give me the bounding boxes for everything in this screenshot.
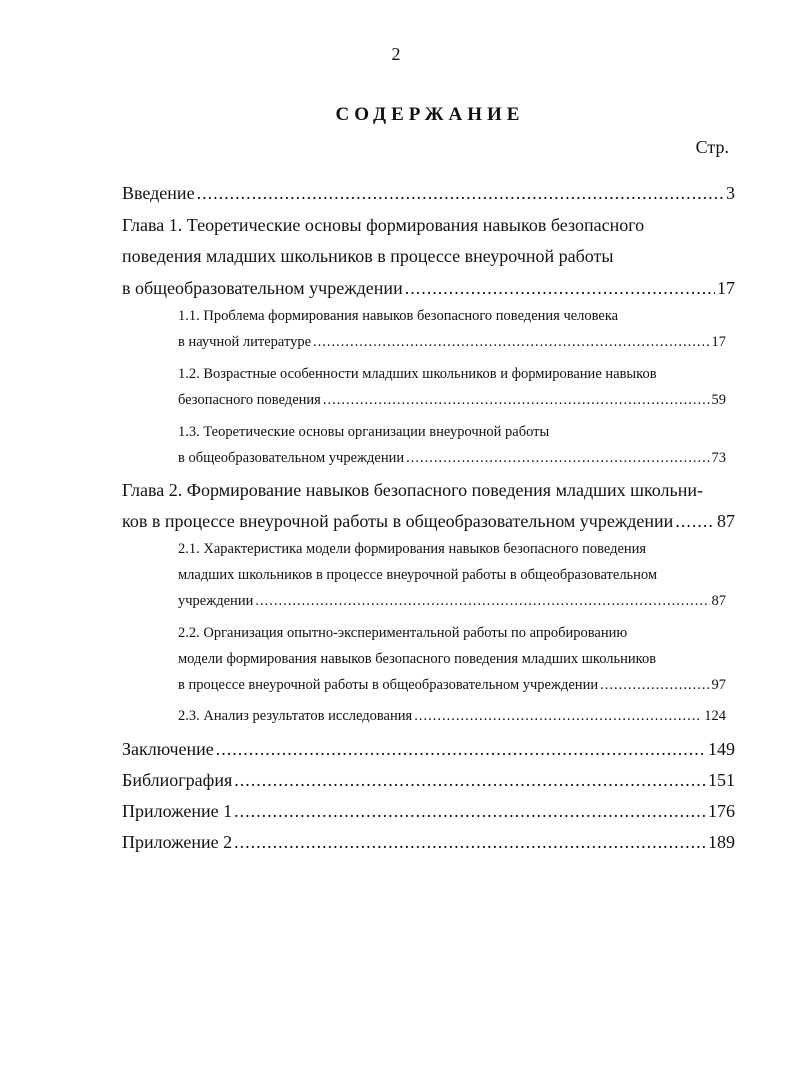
toc-entry-text: 1.1. Проблема формирования навыков безопасного поведения человека — [178, 308, 619, 324]
toc-entry-page: 73 — [711, 450, 726, 466]
toc-section-2-1-line1[interactable] — [178, 541, 726, 558]
page-column-label: Стр. — [695, 137, 729, 157]
toc-section-1-2-line2 — [178, 392, 726, 409]
leader-dots — [234, 770, 706, 791]
toc-section-1-3-line1[interactable] — [178, 424, 726, 441]
toc-entry-text: в общеобразовательном учреждении — [122, 278, 403, 298]
toc-section-2-2-line3 — [178, 677, 726, 694]
leader-dots — [405, 278, 715, 299]
toc-entry-conclusion[interactable] — [122, 739, 735, 760]
leader-dots — [313, 334, 709, 351]
toc-entry-page: 151 — [708, 770, 735, 790]
leader-dots — [600, 677, 709, 694]
toc-section-1-2-line1[interactable] — [178, 366, 726, 383]
toc-entry-text: модели формирования навыков безопасного поведения младших школьников — [178, 651, 657, 667]
toc-entry-text: 1.3. Теоретические основы организации внеурочной работы — [178, 424, 550, 440]
toc-entry-text: Библиография — [122, 770, 233, 790]
toc-section-2-2-line1[interactable] — [178, 625, 726, 642]
leader-dots — [406, 450, 709, 467]
leader-dots — [255, 593, 709, 610]
leader-dots — [234, 801, 706, 822]
toc-entry-text: Приложение 2 — [122, 832, 233, 852]
toc-chapter1-line3 — [122, 278, 735, 299]
leader-dots — [216, 739, 706, 760]
page-number: 2 — [391, 44, 401, 64]
toc-entry-page: 189 — [708, 832, 735, 852]
toc-entry-page: 3 — [726, 183, 735, 203]
toc-chapter1-line1[interactable] — [122, 215, 735, 236]
toc-entry-text: Глава 2. Формирование навыков безопасного поведения младших школьни- — [122, 480, 704, 500]
toc-entry-intro[interactable] — [122, 183, 735, 204]
toc-entry-text: ков в процессе внеурочной работы в общеобразовательном учреждении — [122, 511, 674, 531]
toc-entry-page: 87 — [711, 593, 726, 609]
toc-chapter1-line2 — [122, 246, 735, 267]
toc-entry-text: 2.3. Анализ результатов исследования — [178, 708, 413, 724]
leader-dots — [197, 183, 724, 204]
toc-section-1-1-line1[interactable] — [178, 308, 726, 325]
toc-entry-text: Глава 1. Теоретические основы формирования навыков безопасного — [122, 215, 645, 235]
toc-section-2-1-line2 — [178, 567, 726, 584]
toc-entry-text: в процессе внеурочной работы в общеобразовательном учреждении — [178, 677, 599, 693]
toc-entry-page: 59 — [711, 392, 726, 408]
toc-chapter2-line2 — [122, 511, 735, 532]
toc-section-2-2-line2 — [178, 651, 726, 668]
toc-entry-appendix-1[interactable] — [122, 801, 735, 822]
toc-entry-text: Приложение 1 — [122, 801, 233, 821]
toc-section-2-3[interactable] — [178, 708, 726, 725]
toc-chapter2-line1[interactable] — [122, 480, 735, 501]
toc-entry-text: поведения младших школьников в процессе внеурочной работы — [122, 246, 614, 266]
toc-entry-page: 124 — [704, 708, 726, 724]
toc-entry-page: 176 — [708, 801, 735, 821]
page-title: СОДЕРЖАНИЕ — [335, 104, 525, 125]
leader-dots — [234, 832, 706, 853]
toc-entry-text: 2.2. Организация опытно-экспериментальной работы по апробированию — [178, 625, 628, 641]
toc-entry-text: в общеобразовательном учреждении — [178, 450, 405, 466]
toc-entry-page: 17 — [717, 278, 735, 298]
toc-entry-text: 2.1. Характеристика модели формирования навыков безопасного поведения — [178, 541, 647, 557]
leader-dots — [414, 708, 702, 725]
toc-entry-text: безопасного поведения — [178, 392, 321, 408]
toc-entry-text: Заключение — [122, 739, 214, 759]
leader-dots — [675, 511, 715, 532]
toc-section-1-3-line2 — [178, 450, 726, 467]
toc-entry-bibliography[interactable] — [122, 770, 735, 791]
toc-entry-text: Введение — [122, 183, 195, 203]
toc-section-1-1-line2 — [178, 334, 726, 351]
toc-entry-page: 17 — [711, 334, 726, 350]
toc-entry-page: 97 — [711, 677, 726, 693]
toc-entry-text: учреждении — [178, 593, 254, 609]
leader-dots — [323, 392, 710, 409]
toc-entry-page: 87 — [717, 511, 735, 531]
toc-entry-appendix-2[interactable] — [122, 832, 735, 853]
toc-entry-text: 1.2. Возрастные особенности младших школьников и формирование навыков — [178, 366, 657, 382]
toc-entry-text: младших школьников в процессе внеурочной работы в общеобразовательном — [178, 567, 658, 583]
toc-section-2-1-line3 — [178, 593, 726, 610]
toc-entry-text: в научной литературе — [178, 334, 312, 350]
toc-entry-page: 149 — [708, 739, 735, 759]
